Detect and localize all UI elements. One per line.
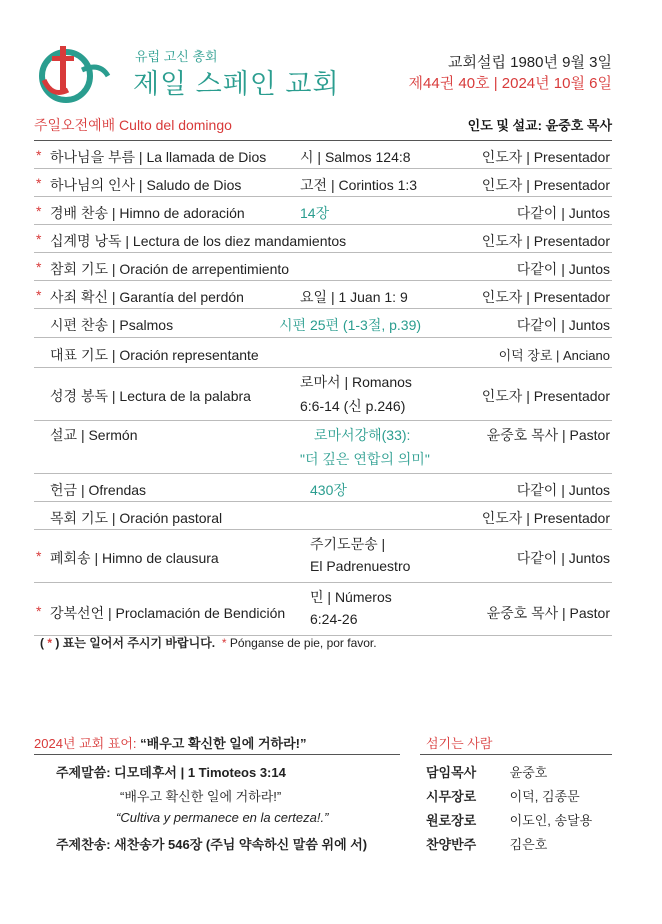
servant-role: 담임목사 — [426, 765, 477, 780]
row-reference-2: 6:6-14 (신 p.246) — [300, 398, 406, 414]
servant-row — [426, 810, 592, 829]
row-item: 헌금 | Ofrendas — [50, 482, 147, 498]
row-reference: 주기도문송 | — [310, 536, 386, 552]
table-row — [34, 502, 612, 530]
standing-marker: * — [36, 548, 42, 564]
row-presenter: 다같이 | Juntos — [516, 550, 610, 566]
servant-role: 시무장로 — [426, 789, 477, 804]
row-reference: 14장 — [300, 205, 330, 221]
service-leader: 인도 및 설교: 윤중호 목사 — [467, 118, 612, 133]
table-row — [34, 197, 612, 225]
row-reference-2: 6:24-26 — [310, 611, 358, 627]
row-item: 참회 기도 | Oración de arrepentimiento — [50, 261, 290, 277]
row-reference: 로마서 | Romanos — [300, 374, 412, 390]
table-row — [34, 368, 612, 421]
servant-role: 찬양반주 — [426, 837, 477, 852]
row-presenter: 인도자 | Presentador — [481, 289, 610, 305]
row-item: 경배 찬송 | Himno de adoración — [50, 205, 245, 221]
row-item: 하나님의 인사 | Saludo de Dios — [50, 177, 242, 193]
note-star: * — [47, 636, 53, 650]
row-presenter: 다같이 | Juntos — [516, 482, 610, 498]
row-item: 사죄 확신 | Garantía del perdón — [50, 289, 244, 305]
service-title-es: Culto del domingo — [119, 117, 232, 133]
servant-names: 이덕, 김종문 — [509, 789, 580, 804]
servant-names: 이도인, 송달용 — [509, 813, 593, 828]
row-reference: 시편 25편 (1-3절, p.39) — [279, 317, 422, 333]
service-title-ko: 주일오전예배 — [34, 117, 116, 133]
servant-row — [426, 834, 547, 853]
issue-number: 제44권 40호 | 2024년 10월 6일 — [408, 75, 612, 92]
servants-title: 섬기는 사람 — [426, 736, 493, 751]
row-item: 대표 기도 | Oración representante — [50, 347, 259, 363]
row-reference-2: "더 깊은 연합의 의미" — [300, 451, 430, 467]
row-presenter: 인도자 | Presentador — [481, 388, 610, 404]
row-item: 설교 | Sermón — [50, 427, 138, 443]
table-row — [34, 530, 612, 583]
church-motto — [34, 733, 306, 752]
note-ko: ) 표는 일어서 주시기 바랍니다. — [55, 636, 216, 650]
table-row — [34, 583, 612, 636]
row-presenter: 다같이 | Juntos — [516, 317, 610, 333]
standing-marker: * — [36, 287, 42, 303]
founded-date: 교회설립 1980년 9월 3일 — [448, 54, 612, 71]
row-item: 십계명 낭독 | Lectura de los diez mandamientos — [50, 233, 347, 249]
row-item: 목회 기도 | Oración pastoral — [50, 510, 223, 526]
servant-row — [426, 786, 580, 805]
table-row — [34, 421, 612, 474]
row-reference: 로마서강해(33): — [314, 427, 411, 443]
motto-quote: “배우고 확신한 일에 거하라!” — [140, 736, 307, 751]
row-presenter: 인도자 | Presentador — [481, 177, 610, 193]
note-es: Pónganse de pie, por favor. — [229, 636, 377, 650]
table-row — [34, 253, 612, 281]
row-presenter: 다같이 | Juntos — [516, 261, 610, 277]
row-presenter: 인도자 | Presentador — [481, 510, 610, 526]
church-logo — [38, 40, 118, 104]
table-row — [34, 474, 612, 502]
table-row — [34, 338, 612, 368]
row-presenter: 윤중호 목사 | Pastor — [486, 427, 610, 443]
row-presenter: 윤중호 목사 | Pastor — [486, 605, 610, 621]
row-reference: 고전 | Corintios 1:3 — [300, 177, 418, 193]
servant-names: 윤중호 — [509, 765, 548, 780]
note-open: ( — [40, 636, 44, 650]
servant-names: 김은호 — [509, 837, 548, 852]
row-reference: 430장 — [310, 482, 347, 498]
standing-note — [40, 634, 377, 651]
row-presenter: 이덕 장로 | Anciano — [498, 348, 610, 363]
row-item: 폐회송 | Himno de clausura — [50, 550, 219, 566]
row-reference-2: El Padrenuestro — [310, 558, 411, 574]
theme-verse-es: “Cultiva y permanece en la certeza!.” — [116, 810, 329, 825]
standing-marker: * — [36, 175, 42, 191]
table-row — [34, 169, 612, 197]
row-item: 강복선언 | Proclamación de Bendición — [50, 605, 286, 621]
theme-verse-ko: “배우고 확신한 일에 거하라!” — [120, 789, 282, 804]
servant-role: 원로장로 — [426, 813, 477, 828]
worship-order-table — [34, 140, 612, 636]
note-es-star: * — [221, 636, 227, 650]
row-reference: 민 | Números — [310, 589, 392, 605]
row-item: 성경 봉독 | Lectura de la palabra — [50, 388, 251, 404]
row-presenter: 인도자 | Presentador — [481, 149, 610, 165]
table-row — [34, 309, 612, 338]
row-presenter: 다같이 | Juntos — [516, 205, 610, 221]
church-name: 제일 스페인 교회 — [133, 69, 340, 99]
standing-marker: * — [36, 259, 42, 275]
standing-marker: * — [36, 203, 42, 219]
church-subtitle: 유럽 고신 총회 — [135, 49, 218, 64]
service-header — [34, 115, 612, 137]
servants-divider — [420, 754, 612, 755]
standing-marker: * — [36, 603, 42, 619]
standing-marker: * — [36, 231, 42, 247]
motto-divider — [34, 754, 400, 755]
theme-hymn: 주제찬송: 새찬송가 546장 (주님 약속하신 말씀 위에 서) — [56, 837, 368, 852]
row-reference: 시 | Salmos 124:8 — [300, 149, 411, 165]
theme-verse: 주제말씀: 디모데후서 | 1 Timoteos 3:14 — [56, 765, 286, 780]
row-item: 시편 찬송 | Psalmos — [50, 317, 174, 333]
servant-row — [426, 762, 547, 781]
table-row — [34, 225, 612, 253]
standing-marker: * — [36, 147, 42, 163]
motto-label: 2024년 교회 표어: — [34, 736, 137, 751]
row-reference: 요일 | 1 Juan 1: 9 — [300, 289, 408, 305]
table-row — [34, 281, 612, 309]
row-item: 하나님을 부름 | La llamada de Dios — [50, 149, 267, 165]
table-row — [34, 141, 612, 169]
row-presenter: 인도자 | Presentador — [481, 233, 610, 249]
